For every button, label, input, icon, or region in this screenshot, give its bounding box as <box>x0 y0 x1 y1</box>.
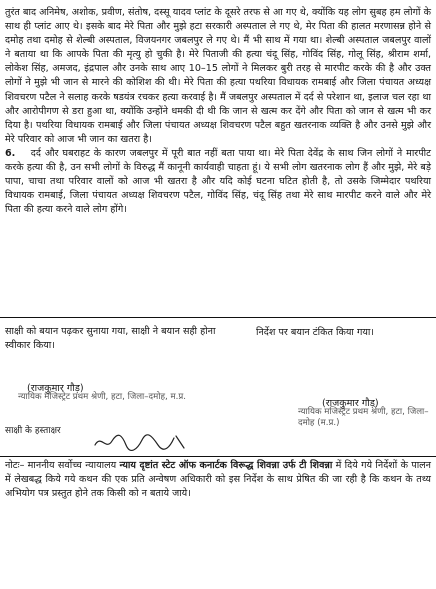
magistrate-name-right: (राजकुमार गौड़) <box>322 398 379 409</box>
magistrate-name-left: (राजकुमार गौड़) <box>27 383 84 394</box>
statement-paragraph: तुरंत बाद अनिमेष, अशोक, प्रवीण, संतोष, दस्सू यादव प्लांट के दूसरे तरफ से आ गए थे, क्योंकि यह लोग सुबह हम लोगों के साथ ही प्लांट आए थे। इसके बाद मेरे पिता और मुझे हटा सरकारी अस्पताल ले गए थे, मेर पिता की हालत मरणासन्न होने से दमोह तथा दमोह से शेल्बी अस्पताल, विजयनगर जबलपुर ले गए थे। मैं भी साथ में गया था। शेल्बी अस्पताल जबलपुर वालों ने बताया था कि आपके पिता की मृत्यु हो चुकी है। मेरे पिताजी की हत्या चंदू सिंह, गोविंद सिंह, गोलू सिंह, श्रीराम शर्मा, लोकेश सिंह, अमजद, इंद्रपाल और उनके साथ आए 10–15 लोगों ने मिलकर बुरी तरह से मारपीट करके की है और उक्त लोगों ने मुझे भी जान से मारने की कोशिश की थी। मेरे पिता की हत्या पथरिया विधायक रामबाई और जिला पंचायत अध्यक्ष शिवचरण पटैल ने सलाह करके षडयंत्र रचकर हत्या करवाई है। मैं जबलपुर अस्पताल में दर्द से परेशान था, इलाज चल रहा था और आरोपीगण से डरा हुआ था, क्योंकि उन्होंने धमकी दी थी कि जान से खत्म कर देंगे और पिता को जान से खत्म भी कर दिया है। पथरिया विधायक रामबाई और जिला पंचायत अध्यक्ष शिवचरण पटैल बहुत खतरनाक व्यक्ति है और उनसे मुझे और मेरे परिवार को आज भी जान का खतरा है। <box>5 7 431 145</box>
court-stamp-right: न्यायिक मजिस्ट्रेट प्रथम श्रेणी, हटा, जिला–दमोह (म.प्र.) <box>298 407 429 428</box>
case-citation: न्याय दृष्टांत स्टेट ऑफ कनार्टक विरूद्ध शिवन्ना उर्फ टी शिवन्ना <box>119 460 333 471</box>
reading-note: साक्षी को बयान पढ़कर सुनाया गया, साक्षी ने बयान सही होना स्वीकार किया। <box>5 326 216 352</box>
statement-body <box>5 6 431 217</box>
typing-note: निर्देश पर बयान टंकित किया गया। <box>256 327 375 338</box>
paragraph-6 <box>5 147 431 217</box>
divider-line <box>0 317 436 318</box>
paragraph-6-text: दर्द और घबराहट के कारण जबलपुर में पूरी बात नहीं बता पाया था। मेरे पिता देवेंद्र के साथ जिन लोगों ने मारपीट करके हत्या की है, उन सभी लोगों के विरुद्ध मैं कानूनी कार्यवाही चाहता हूं। ये सभी लोग खतरनाक लोग हैं और मुझे, मेरे बड़े पापा, चाचा तथा परिवार वालों को आज भी खतरा है और यदि कोई घटना घटित होती है, तो उसके जिम्मेदार पथरिया विधायक रामबाई, जिला पंचायत अध्यक्ष शिवचरण पटैल, गोविंद सिंह, चंदू सिंह तथा मेरे साथ मारपीट करने वाले और मेरे पिता की हत्या करने वाले लोग होंगे। <box>5 147 432 216</box>
paragraph-number: 6. <box>5 147 16 159</box>
court-stamp-left: न्यायिक मजिस्ट्रेट प्रथम श्रेणी, हटा, जिला–दमोह, म.प्र. <box>18 392 186 402</box>
divider-line <box>0 456 436 457</box>
witness-signature-label: साक्षी के हस्ताक्षर <box>5 426 61 436</box>
note-lead: नोटः– माननीय सर्वोच्च न्यायालय <box>5 460 120 471</box>
witness-signature <box>92 430 188 454</box>
note-paragraph <box>5 459 431 501</box>
note-rest: में दिये गये निर्देशों के पालन में लेखबद्ध किये गये कथन की एक प्रति अन्वेषण अधिकारी को इस निर्देश के साथ प्रेषित की जा रही है कि कथन के तथ्य अभियोग पत्र प्रस्तुत होने तक किसी को न बताये जाये। <box>5 460 432 500</box>
